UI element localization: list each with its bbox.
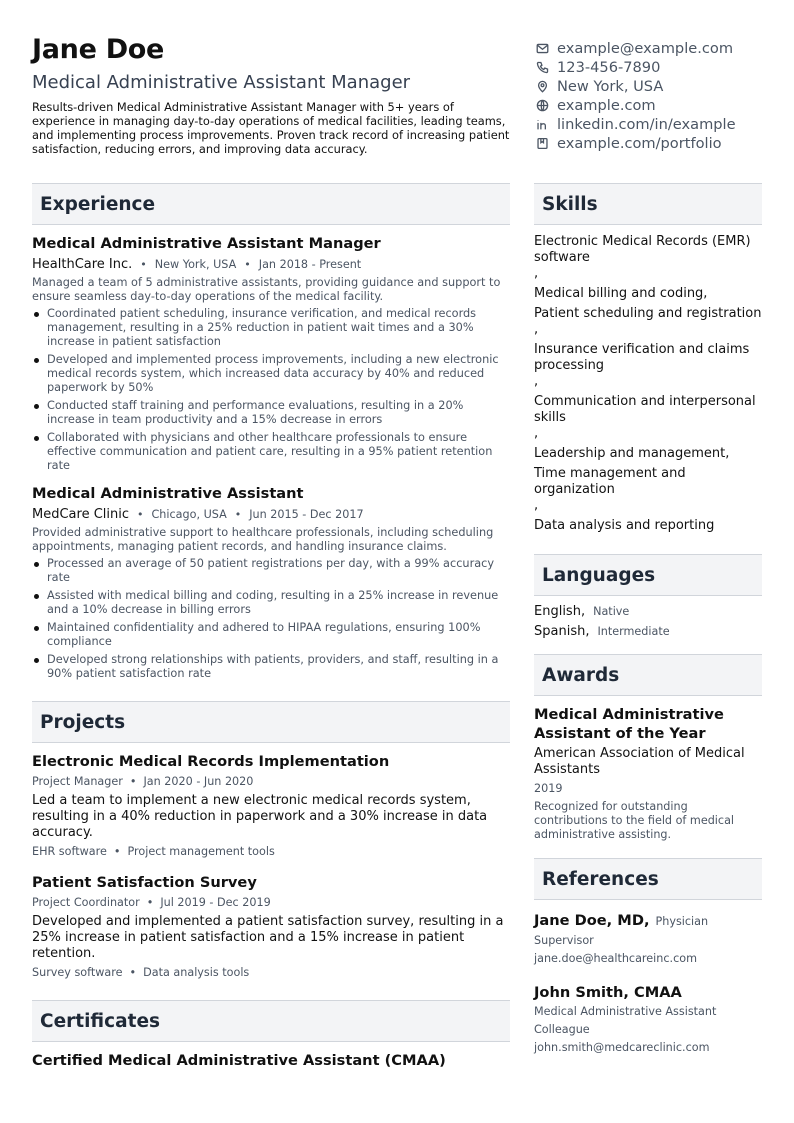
contact-email[interactable] bbox=[534, 39, 774, 58]
language-item bbox=[534, 604, 762, 624]
skill-separator: , bbox=[534, 374, 539, 389]
phone-icon bbox=[534, 60, 550, 76]
certificates-heading bbox=[32, 1000, 510, 1042]
right-column bbox=[534, 183, 762, 1057]
job-bullet bbox=[32, 353, 510, 395]
job-bullet bbox=[32, 557, 510, 585]
reference-relation: Medical Administrative Assistant bbox=[534, 1005, 717, 1018]
award-title: Medical Administrative Assistant of the Year bbox=[534, 706, 724, 742]
job-title: Medical Administrative Assistant Manager bbox=[32, 235, 381, 252]
language-name: English, bbox=[534, 604, 586, 619]
left-column bbox=[32, 183, 510, 1070]
bullet-text: Developed and implemented process improvements, including a new electronic medical records system, which increased data accuracy by 40% and reduced paperwork by 50% bbox=[47, 353, 499, 394]
map-pin-icon bbox=[534, 79, 550, 95]
reference-role: Physician bbox=[655, 915, 709, 928]
skill-separator: , bbox=[534, 266, 539, 281]
meta-separator: • bbox=[137, 508, 144, 521]
job-bullet bbox=[32, 431, 510, 473]
award-organization: American Association of Medical Assistants bbox=[534, 746, 745, 777]
awards-heading-text: Awards bbox=[542, 664, 620, 686]
project-title: Patient Satisfaction Survey bbox=[32, 874, 257, 891]
candidate-headline: Medical Administrative Assistant Manager bbox=[32, 72, 411, 93]
reference-entry bbox=[534, 982, 762, 1057]
languages-list bbox=[534, 604, 762, 644]
job-dates: Jan 2018 - Present bbox=[258, 258, 362, 271]
skill-item: Time management and organization bbox=[534, 466, 686, 497]
project-role: Project Manager bbox=[32, 775, 123, 788]
experience-heading bbox=[32, 183, 510, 225]
project-title: Electronic Medical Records Implementation bbox=[32, 753, 390, 770]
award-entry bbox=[534, 705, 762, 842]
contact-location bbox=[534, 77, 774, 96]
job-bullets bbox=[32, 307, 510, 473]
skill-item: Insurance verification and claims processing bbox=[534, 342, 750, 373]
contact-website[interactable] bbox=[534, 96, 774, 115]
meta-separator: • bbox=[234, 508, 242, 521]
job-location: New York, USA bbox=[154, 258, 237, 271]
bullet-text: Collaborated with physicians and other healthcare professionals to ensure effective communication and patient care, resulting in a 95% patient retention rate bbox=[47, 431, 493, 472]
job-bullet bbox=[32, 307, 510, 349]
job-entry bbox=[32, 235, 510, 473]
reference-name: John Smith, CMAA bbox=[534, 984, 682, 1001]
project-entry bbox=[32, 753, 510, 860]
references-heading bbox=[534, 858, 762, 900]
project-tags bbox=[32, 965, 510, 981]
reference-relation: Colleague bbox=[534, 1023, 590, 1036]
contact-portfolio[interactable] bbox=[534, 134, 774, 153]
meta-separator: • bbox=[146, 896, 154, 909]
languages-heading bbox=[534, 554, 762, 596]
skill-separator: , bbox=[534, 498, 539, 513]
project-meta bbox=[32, 895, 510, 911]
meta-separator: • bbox=[113, 845, 121, 858]
skill-separator: , bbox=[534, 426, 539, 441]
bullet-text: Developed strong relationships with patients, providers, and staff, resulting in a 90% patient satisfaction rate bbox=[47, 653, 499, 680]
project-tag: Survey software bbox=[32, 966, 123, 979]
bullet-text: Coordinated patient scheduling, insurance verification, and medical records management, resulting in a 25% reduction in patient wait times and a 30% increase in patient satisfaction bbox=[47, 307, 477, 348]
meta-separator: • bbox=[129, 775, 137, 788]
job-company: MedCare Clinic bbox=[32, 507, 129, 522]
mail-icon bbox=[534, 41, 550, 57]
website-text: example.com bbox=[557, 97, 656, 114]
language-item bbox=[534, 624, 762, 644]
reference-name: Jane Doe, MD, bbox=[534, 912, 650, 929]
bullet-icon bbox=[34, 562, 39, 567]
project-entry bbox=[32, 874, 510, 981]
bullet-text: Processed an average of 50 patient registrations per day, with a 99% accuracy rate bbox=[47, 557, 495, 584]
bullet-icon bbox=[34, 436, 39, 441]
bullet-text: Maintained confidentiality and adhered to HIPAA regulations, ensuring 100% compliance bbox=[47, 621, 481, 648]
skills-list bbox=[534, 234, 762, 534]
skill-separator: , bbox=[534, 322, 539, 337]
experience-heading-text: Experience bbox=[40, 193, 156, 215]
project-tags bbox=[32, 844, 510, 860]
language-name: Spanish, bbox=[534, 624, 590, 639]
project-tag: EHR software bbox=[32, 845, 107, 858]
reference-contact[interactable]: jane.doe@healthcareinc.com bbox=[534, 952, 697, 965]
reference-header bbox=[534, 982, 762, 1003]
project-tag: Data analysis tools bbox=[143, 966, 250, 979]
bullet-icon bbox=[34, 404, 39, 409]
certificates-heading-text: Certificates bbox=[40, 1010, 160, 1032]
job-dates: Jun 2015 - Dec 2017 bbox=[249, 508, 364, 521]
award-year: 2019 bbox=[534, 782, 563, 795]
job-location: Chicago, USA bbox=[151, 508, 227, 521]
languages-heading-text: Languages bbox=[542, 564, 656, 586]
phone-text: 123-456-7890 bbox=[557, 59, 661, 76]
project-role: Project Coordinator bbox=[32, 896, 140, 909]
projects-heading-text: Projects bbox=[40, 711, 126, 733]
location-text: New York, USA bbox=[557, 78, 664, 95]
resume-header bbox=[32, 34, 512, 156]
reference-contact[interactable]: john.smith@medcareclinic.com bbox=[534, 1041, 710, 1054]
certificate-title: Certified Medical Administrative Assistant (CMAA) bbox=[32, 1052, 446, 1069]
globe-icon bbox=[534, 98, 550, 114]
profile-summary: Results-driven Medical Administrative Assistant Manager with 5+ years of experience in managing day-to-day operations of medical facilities, leading teams, and implementing process improvements. Proven track record of increasing patient satisfaction, reducing errors, and improving data accuracy. bbox=[32, 100, 510, 156]
job-entry bbox=[32, 485, 510, 681]
reference-header bbox=[534, 910, 762, 932]
project-dates: Jan 2020 - Jun 2020 bbox=[143, 775, 254, 788]
job-bullet bbox=[32, 589, 510, 617]
meta-separator: • bbox=[244, 258, 251, 271]
skill-item: Medical billing and coding, bbox=[534, 286, 708, 301]
project-dates: Jul 2019 - Dec 2019 bbox=[160, 896, 271, 909]
linkedin-icon bbox=[534, 117, 550, 133]
contact-list bbox=[534, 39, 774, 153]
skill-item: Data analysis and reporting bbox=[534, 518, 715, 533]
job-bullet bbox=[32, 653, 510, 681]
contact-phone[interactable] bbox=[534, 58, 774, 77]
job-company: HealthCare Inc. bbox=[32, 257, 133, 272]
reference-relation: Supervisor bbox=[534, 934, 594, 947]
language-level: Native bbox=[593, 605, 630, 618]
award-description: Recognized for outstanding contributions to the field of medical administrative assisting. bbox=[534, 800, 735, 841]
bullet-icon bbox=[34, 658, 39, 663]
project-description: Developed and implemented a patient satisfaction survey, resulting in a 25% increase in patient satisfaction and a 15% increase in patient retention. bbox=[32, 914, 504, 961]
awards-heading bbox=[534, 654, 762, 696]
bullet-icon bbox=[34, 312, 39, 317]
bullet-text: Conducted staff training and performance evaluations, resulting in a 20% increase in team productivity and a 15% decrease in errors bbox=[47, 399, 464, 426]
projects-heading bbox=[32, 701, 510, 743]
contact-linkedin[interactable] bbox=[534, 115, 774, 134]
job-description: Provided administrative support to healthcare professionals, including scheduling appointments, managing patient records, and handling insurance claims. bbox=[32, 526, 494, 553]
skill-item: Electronic Medical Records (EMR) software bbox=[534, 234, 751, 265]
skill-item: Leadership and management, bbox=[534, 446, 730, 461]
job-bullet bbox=[32, 399, 510, 427]
candidate-name: Jane Doe bbox=[32, 34, 165, 65]
project-meta bbox=[32, 774, 510, 790]
skills-heading-text: Skills bbox=[542, 193, 598, 215]
bullet-icon bbox=[34, 626, 39, 631]
bullet-icon bbox=[34, 358, 39, 363]
job-bullet bbox=[32, 621, 510, 649]
portfolio-text: example.com/portfolio bbox=[557, 135, 722, 152]
skills-heading bbox=[534, 183, 762, 225]
project-tag: Project management tools bbox=[127, 845, 275, 858]
bullet-icon bbox=[34, 594, 39, 599]
project-description: Led a team to implement a new electronic medical records system, resulting in a 40% reduction in paperwork and a 30% increase in data accuracy. bbox=[32, 793, 488, 840]
linkedin-text: linkedin.com/in/example bbox=[557, 116, 736, 133]
meta-separator: • bbox=[129, 966, 137, 979]
job-title: Medical Administrative Assistant bbox=[32, 485, 304, 502]
language-level: Intermediate bbox=[597, 625, 670, 638]
job-meta bbox=[32, 507, 510, 523]
job-bullets bbox=[32, 557, 510, 681]
bookmark-icon bbox=[534, 136, 550, 152]
email-text: example@example.com bbox=[557, 40, 734, 57]
reference-entry bbox=[534, 910, 762, 968]
skill-item: Patient scheduling and registration bbox=[534, 306, 762, 321]
job-description: Managed a team of 5 administrative assistants, providing guidance and support to ensure seamless day-to-day operations of the medical facility. bbox=[32, 276, 501, 303]
meta-separator: • bbox=[140, 258, 147, 271]
references-heading-text: References bbox=[542, 868, 659, 890]
skill-item: Communication and interpersonal skills bbox=[534, 394, 756, 425]
job-meta bbox=[32, 257, 510, 273]
bullet-text: Assisted with medical billing and coding, resulting in a 25% increase in revenue and a 10% decrease in billing errors bbox=[47, 589, 499, 616]
